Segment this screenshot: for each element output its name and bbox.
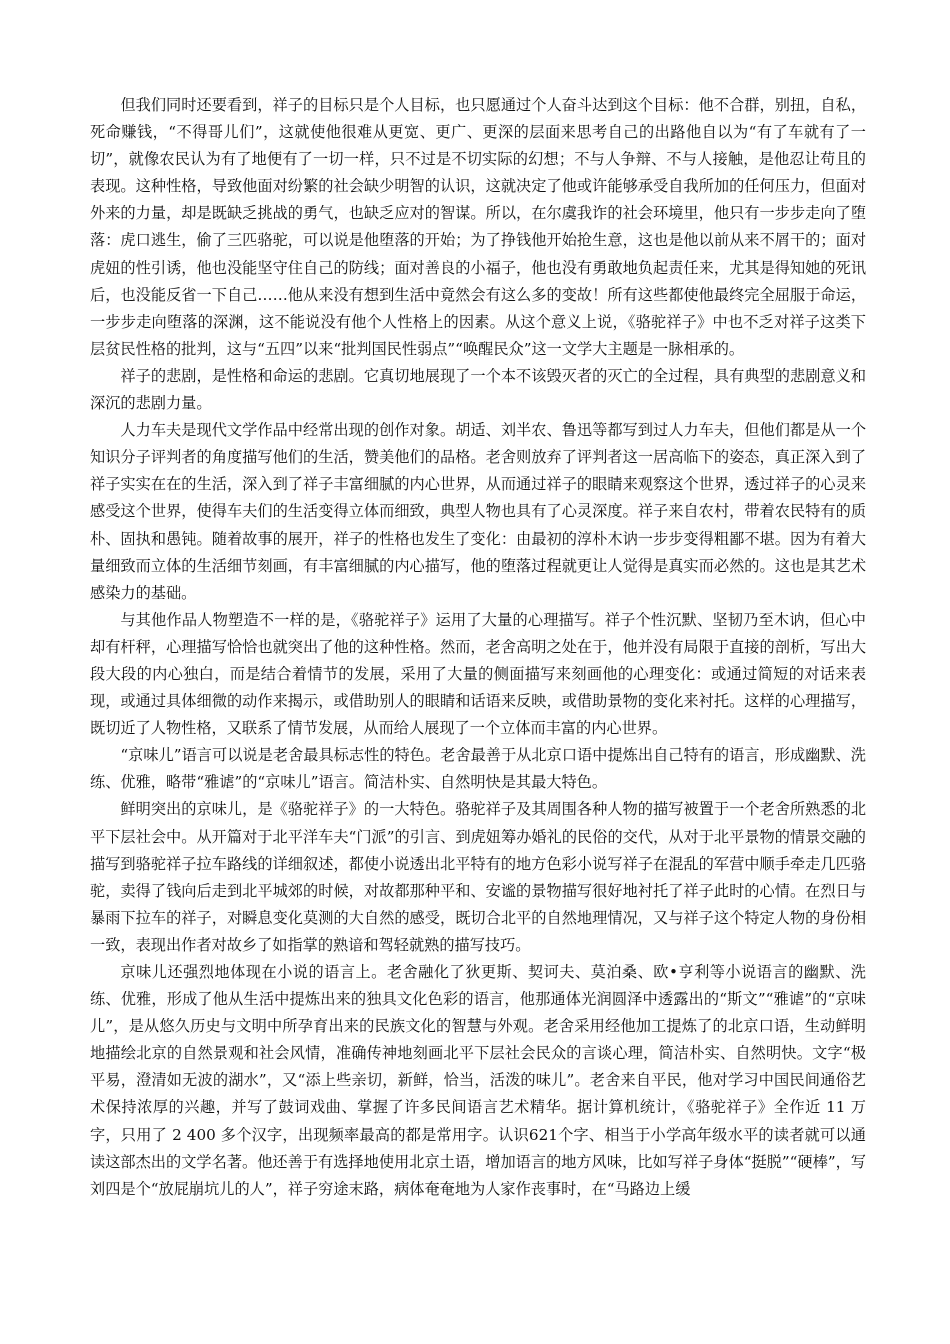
paragraph-beijing-flavor-style: 京味儿还强烈地体现在小说的语言上。老舍融化了狄更斯、契诃夫、莫泊桑、欧•亨利等小说语言的幽默、洗练、优雅，形成了他从生活中提炼出来的独具文化色彩的语言，他那通体光润圆泽中透露出的“斯文”“雅谑”的“京味儿”，是从悠久历史与文明中所孕育出来的民族文化的智慧与外观。老舍采用经他加工提炼了的北京口语，生动鲜明地描绘北京的自然景观和社会风情，准确传神地刻画北平下层社会民众的言谈心理，简洁朴实、自然明快。文字“极平易，澄清如无波的湖水”，又“添上些亲切，新鲜，恰当，活泼的味儿”。老舍来自平民，他对学习中国民间通俗艺术保持浓厚的兴趣，并写了鼓词戏曲、掌握了许多民间语言艺术精华。据计算机统计，《骆驼祥子》全作近 11 万字，只用了 2 400 多个汉字，出现频率最高的都是常用字。认识621个字、相当于小学高年级水平的读者就可以通读这部杰出的文学名著。他还善于有选择地使用北京土语，增加语言的地方风味，比如写祥子身体“挺脱”“硬棒”，写刘四是个“放屁崩坑儿的人”，祥子穷途末路，病体奄奄地为人家作丧事时，在“马路边上缓 — [90, 963, 866, 1198]
paragraph-psychological-description: 与其他作品人物塑造不一样的是，《骆驼祥子》运用了大量的心理描写。祥子个性沉默、坚韧乃至木讷，但心中却有杆秤，心理描写恰恰也就突出了他的这种性格。然而，老舍高明之处在于，他并没有局限于直接的剖析，写出大段大段的内心独白，而是结合着情节的发展，采用了大量的侧面描写来刻画他的心理变化：或通过简短的对话来表现，或通过具体细微的动作来揭示，或借助别人的眼睛和话语来反映，或借助景物的变化来衬托。这样的心理描写，既切近了人物性格，又联系了情节发展，从而给人展现了一个立体而丰富的内心世界。 — [90, 610, 866, 738]
document-body — [90, 92, 866, 1203]
paragraph-tragedy: 祥子的悲剧，是性格和命运的悲剧。它真切地展现了一个本不该毁灭者的灭亡的全过程，具有典型的悲剧意义和深沉的悲剧力量。 — [90, 366, 866, 413]
paragraph-character-analysis: 但我们同时还要看到，祥子的目标只是个人目标，也只愿通过个人奋斗达到这个目标：他不合群，别扭，自私，死命赚钱，“不得哥儿们”，这就使他很难从更宽、更广、更深的层面来思考自己的出路他自以为“有了车就有了一切”，就像农民认为有了地便有了一切一样，只不过是不切实际的幻想；不与人争辩、不与人接触，是他忍让苟且的表现。这种性格，导致他面对纷繁的社会缺少明智的认识，这就决定了他或许能够承受自我所加的任何压力，但面对外来的力量，却是既缺乏挑战的勇气，也缺乏应对的智谋。所以，在尔虞我诈的社会环境里，他只有一步步走向了堕落：虎口逃生，偷了三匹骆驼，可以说是他堕落的开始；为了挣钱他开始抢生意，这也是他以前从来不屑干的；面对虎妞的性引诱，他也没能坚守住自己的防线；面对善良的小福子，他也没有勇敢地负起责任来，尤其是得知她的死讯后，也没能反省一下自己……他从来没有想到生活中竟然会有这么多的变故！所有这些都使他最终完全屈服于命运，一步步走向堕落的深渊，这不能说没有他个人性格上的因素。从这个意义上说，《骆驼祥子》中也不乏对祥子这类下层贫民性格的批判，这与“五四”以来“批判国民性弱点”“唤醒民众”这一文学大主题是一脉相承的。 — [90, 96, 866, 358]
paragraph-beijing-flavor-language: “京味儿”语言可以说是老舍最具标志性的特色。老舍最善于从北京口语中提炼出自己特有的语言，形成幽默、洗练、优雅，略带“雅谑”的“京味儿”语言。简洁朴实、自然明快是其最大特色。 — [90, 746, 866, 792]
paragraph-rickshaw-puller: 人力车夫是现代文学作品中经常出现的创作对象。胡适、刘半农、鲁迅等都写到过人力车夫，但他们都是从一个知识分子评判者的角度描写他们的生活，赞美他们的品格。老舍则放弃了评判者这一居高临下的姿态，真正深入到了祥子实实在在的生活，深入到了祥子丰富细腻的内心世界，从而通过祥子的眼睛来观察这个世界，透过祥子的心灵来感受这个世界，使得车夫们的生活变得立体而细致，典型人物也具有了心灵深度。祥子来自农村，带着农民特有的质朴、固执和愚钝。随着故事的展开，祥子的性格也发生了变化：由最初的淳朴木讷一步步变得粗鄙不堪。因为有着大量细致而立体的生活细节刻画，有丰富细腻的内心描写，他的堕落过程就更让人觉得是真实而必然的。这也是其艺术感染力的基础。 — [90, 421, 866, 602]
paragraph-beijing-flavor-setting: 鲜明突出的京味儿，是《骆驼祥子》的一大特色。骆驼祥子及其周围各种人物的描写被置于一个老舍所熟悉的北平下层社会中。从开篇对于北平洋车夫“门派”的引言、到虎妞筹办婚礼的民俗的交代，从对于北平景物的情景交融的描写到骆驼祥子拉车路线的详细叙述，都使小说透出北平特有的地方色彩小说写祥子在混乱的军营中顺手牵走几匹骆驼，卖得了钱向后走到北平城郊的时候，对故都那种平和、安谧的景物描写很好地衬托了祥子此时的心情。在烈日与暴雨下拉车的祥子，对瞬息变化莫测的大自然的感受，既切合北平的自然地理情况，又与祥子这个特定人物的身份相一致，表现出作者对故乡了如指掌的熟谙和驾轻就熟的描写技巧。 — [90, 800, 866, 954]
